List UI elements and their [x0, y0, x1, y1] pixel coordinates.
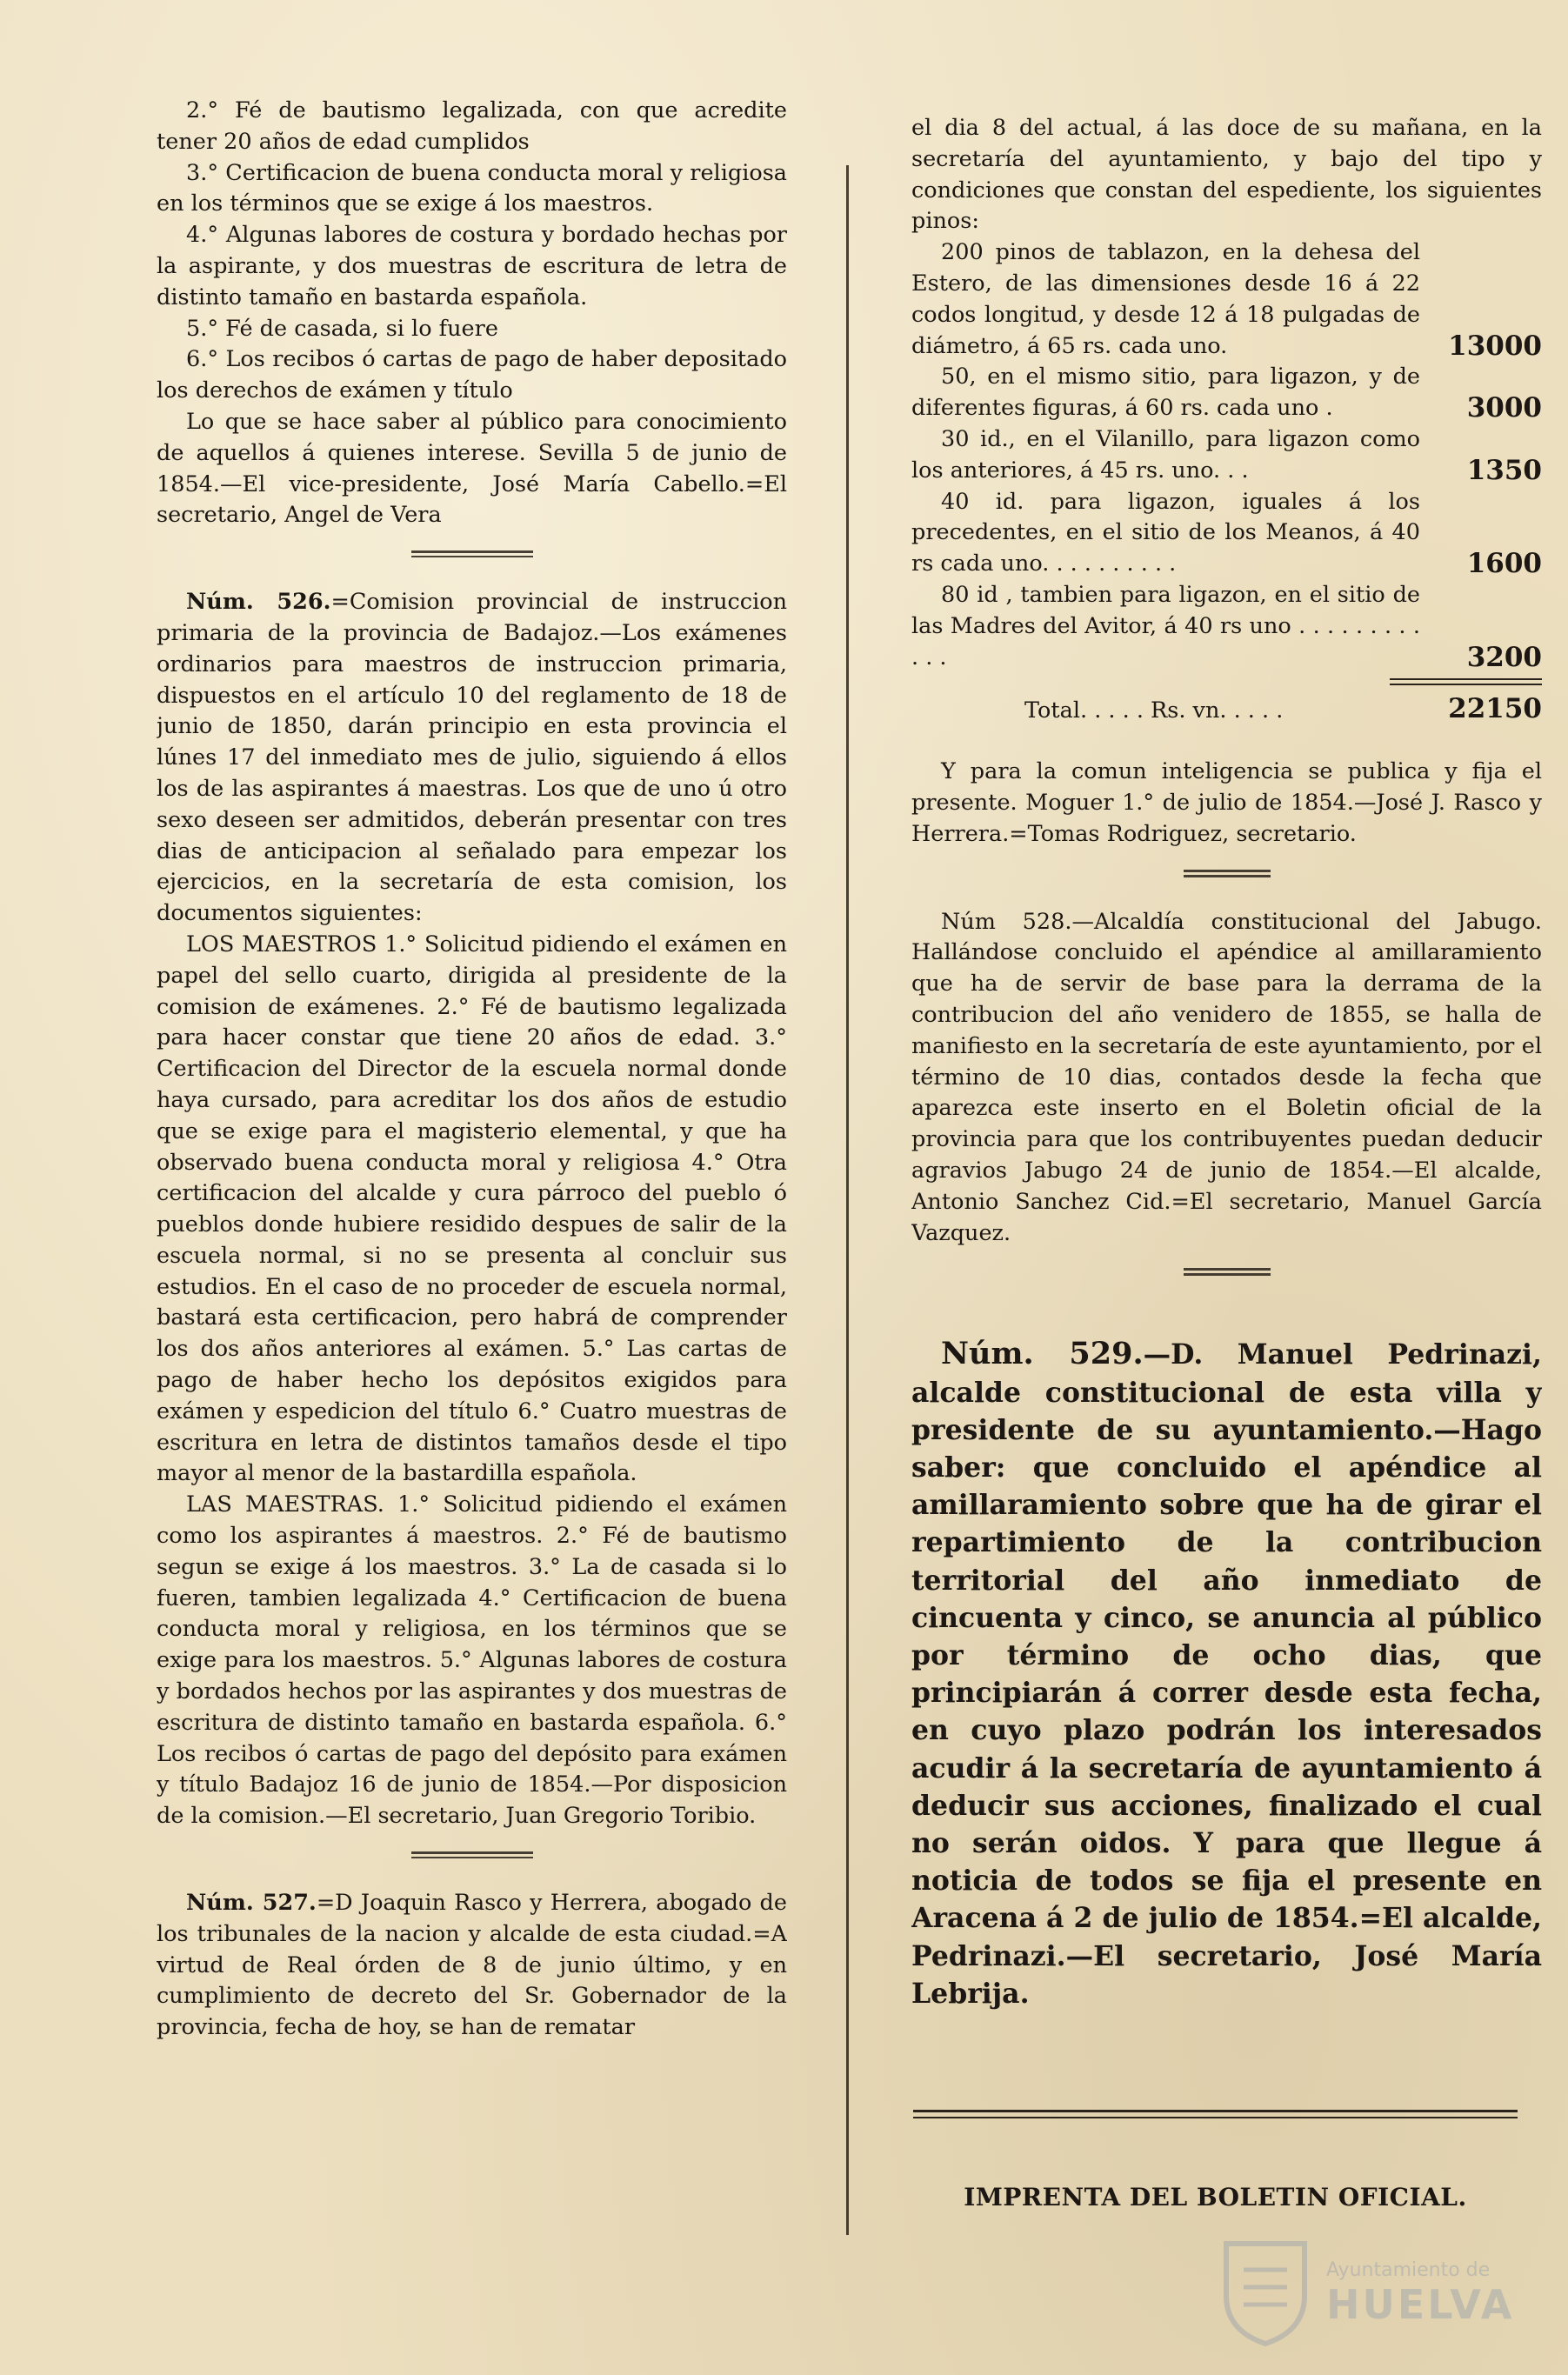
pine-description: 40 id. para ligazon, iguales á los precedentes, en el sitio de los Meanos, á 40 rs cada uno. . . . . . . . . . — [911, 488, 1420, 577]
watermark-text — [1326, 2259, 1514, 2328]
notice-526-maestros — [157, 930, 787, 1490]
notice-529 — [911, 1335, 1542, 2012]
pine-item — [911, 362, 1542, 424]
section-separator — [411, 1851, 533, 1858]
pine-amount: 1600 — [1466, 548, 1542, 580]
section-separator — [1184, 1268, 1271, 1276]
column-divider — [846, 165, 849, 2235]
watermark-line1: Ayuntamiento de — [1326, 2259, 1491, 2281]
intro-item: 3.° Certificacion de buena conducta moral y religiosa en los términos que se exige á los maestros. — [157, 159, 787, 217]
pine-description: 200 pinos de tablazon, en la dehesa del Estero, de las dimensiones desde 16 á 22 codos longitud, y desde 12 á 18 pulgadas de diámetro, á 65 rs. cada uno. — [911, 239, 1420, 359]
total-row — [911, 694, 1542, 727]
pine-description: 50, en el mismo sitio, para ligazon, y de diferentes figuras, á 60 rs. cada uno . — [911, 364, 1420, 422]
notice-527-continuation: el dia 8 del actual, á las doce de su mañana, en la secretaría del ayuntamiento, y bajo del tipo y condiciones que constan del espediente, los siguientes pinos: — [911, 115, 1542, 235]
watermark-line2: HUELVA — [1326, 2281, 1515, 2328]
footer-rule — [913, 2110, 1518, 2118]
notice-526-text: =Comision provincial de instruccion primaria de la provincia de Badajoz.—Los exámenes ordinarios para maestros de instruccion primaria, dispuestos en el artículo 10 del reglamento de 18 de junio de 1850, darán principio en esta provincia el lúnes 17 del inmediato mes de julio, siguiendo á ellos los de las aspirantes á maestras. Los que de uno ú otro sexo deseen ser admitidos, deberán presentar con tres dias de anticipacion al señalado para empezar los ejercicios, en la secretaría de esta comision, los documentos siguientes: — [157, 589, 787, 927]
maestras-text: 1.° Solicitud pidiendo el exámen como los aspirantes á maestros. 2.° Fé de bautismo segun se exige á los maestros. 3.° La de casada si lo fueren, tambien legalizada 4.° Certificacion de buena conducta moral y religiosa, en los términos que se exige para los maestros. 5.° Algunas labores de costura y bordados hechos por las aspirantes y dos muestras de escritura de distinto tamaño en bastarda española. 6.° Los recibos ó cartas de pago del depósito para exámen y título Badajoz 16 de junio de 1854.—Por disposicion de la comision.—El secretario, Juan Gregorio Toribio. — [157, 1491, 787, 1830]
total-rule — [1390, 678, 1542, 685]
left-column — [157, 96, 787, 2323]
right-column — [911, 113, 1542, 2323]
notice-528-text: —Alcaldía constitucional del Jabugo. Hallándose concluido el apéndice al amillaramiento que ha de servir de base para la derrama de la contribucion del año venidero de 1855, se halla de manifiesto en la secretaría de este ayuntamiento, por el término de 10 dias, contados desde la fecha que aparezca este inserto en el Boletin oficial de la provincia para que los contribuyentes puedan deducir agravios Jabugo 24 de junio de 1854.—El alcalde, Antonio Sanchez Cid.=El secretario, Manuel García Vazquez. — [911, 908, 1542, 1246]
crest-icon — [1213, 2235, 1318, 2348]
maestros-text: 1.° Solicitud pidiendo el exámen en papel del sello cuarto, dirigida al presidente de la comision de exámenes. 2.° Fé de bautismo legalizada para hacer constar que tiene 20 años de edad. 3.° Certificacion del Director de la escuela normal donde haya cursado, para acreditar los dos años de estudio que se exige para el magisterio elemental, y que ha observado buena conducta moral y religiosa 4.° Otra certificacion del alcalde y cura párroco del pueblo ó pueblos donde hubiere residido despues de salir de la escuela normal, si no se presenta al concluir sus estudios. En el caso de no proceder de escuela normal, bastará esta certificacion, pero habrá de comprender los dos años anteriores al exámen. 5.° Las cartas de pago de haber hecho los depósitos exigidos para exámen y espedicion del título 6.° Cuatro muestras de escritura en letra de distintos tamaños desde el tipo mayor al menor de la bastardilla española. — [157, 931, 787, 1487]
notice-529-number: Núm. 529. — [941, 1336, 1144, 1372]
pine-item — [911, 487, 1542, 580]
notice-527-number: Núm. 527. — [186, 1890, 317, 1917]
section-separator — [1184, 870, 1271, 877]
pine-amount: 3200 — [1466, 641, 1542, 673]
maestros-label: LOS MAESTROS — [186, 931, 377, 957]
notice-526-maestras — [157, 1490, 787, 1832]
section-separator — [411, 550, 533, 557]
pine-amount: 13000 — [1448, 330, 1542, 362]
intro-item: 6.° Los recibos ó cartas de pago de haber depositado los derechos de exámen y título — [157, 346, 787, 404]
pine-description: 80 id , tambien para ligazon, en el sitio de las Madres del Avitor, á 40 rs uno . . . . . . . . . . . . — [911, 581, 1420, 670]
notice-527-text: =D Joaquin Rasco y Herrera, abogado de los tribunales de la nacion y alcalde de esta ciudad.=A virtud de Real órden de 8 de junio último, y en cumplimiento de decreto del Sr. Gobernador de la provincia, fecha de hoy, se han de rematar — [157, 1890, 787, 2041]
pine-item — [911, 237, 1542, 362]
pine-amount: 1350 — [1466, 454, 1542, 486]
notice-529-text: —D. Manuel Pedrinazi, alcalde constitucional de esta villa y presidente de su ayuntamiento.—Hago saber: que concluido el apéndice al amillaramiento sobre que ha de girar el repartimiento de la contribucion territorial del año inmediato de cincuenta y cinco, se anuncia al público por término de ocho dias, que principiarán á correr desde esta fecha, en cuyo plazo podrán los interesados acudir á la secretaría de ayuntamiento á deducir sus acciones, finalizado el cual no serán oidos. Y para que llegue á noticia de todos se fija el presente en Aracena á 2 de julio de 1854.=El alcalde, Pedrinazi.—El secretario, José María Lebrija. — [911, 1338, 1542, 2010]
pine-item — [911, 424, 1542, 487]
notice-528-number: Núm 528. — [941, 908, 1072, 935]
notice-526-intro — [157, 587, 787, 930]
intro-item: 4.° Algunas labores de costura y bordado hechas por la aspirante, y dos muestras de escritura de letra de distinto tamaño en bastarda española. — [157, 222, 787, 310]
pine-item — [911, 580, 1542, 673]
imprint: IMPRENTA DEL BOLETIN OFICIAL. — [964, 2183, 1467, 2212]
notice-527-closing: Y para la comun inteligencia se publica y fija el presente. Moguer 1.° de julio de 1854.—José J. Rasco y Herrera.=Tomas Rodriguez, secretario. — [911, 758, 1542, 847]
maestras-label: LAS MAESTRAS. — [186, 1491, 384, 1518]
watermark — [1213, 2235, 1515, 2348]
pine-amount: 3000 — [1466, 392, 1542, 424]
total-label: Total. . . . . Rs. vn. . . . . — [1024, 697, 1284, 724]
intro-closing: Lo que se hace saber al público para conocimiento de aquellos á quienes interese. Sevilla 5 de junio de 1854.—El vice-presidente, José María Cabello.=El secretario, Angel de Vera — [157, 408, 787, 529]
notice-528 — [911, 907, 1542, 1250]
notice-527-intro — [157, 1888, 787, 2044]
pine-description: 30 id., en el Vilanillo, para ligazon como los anteriores, á 45 rs. uno. . . — [911, 425, 1420, 484]
pine-list — [911, 237, 1542, 673]
intro-item: 5.° Fé de casada, si lo fuere — [186, 315, 498, 342]
total-value: 22150 — [1448, 693, 1542, 725]
intro-item: 2.° Fé de bautismo legalizada, con que acredite tener 20 años de edad cumplidos — [157, 97, 787, 155]
notice-526-number: Núm. 526. — [186, 589, 331, 616]
